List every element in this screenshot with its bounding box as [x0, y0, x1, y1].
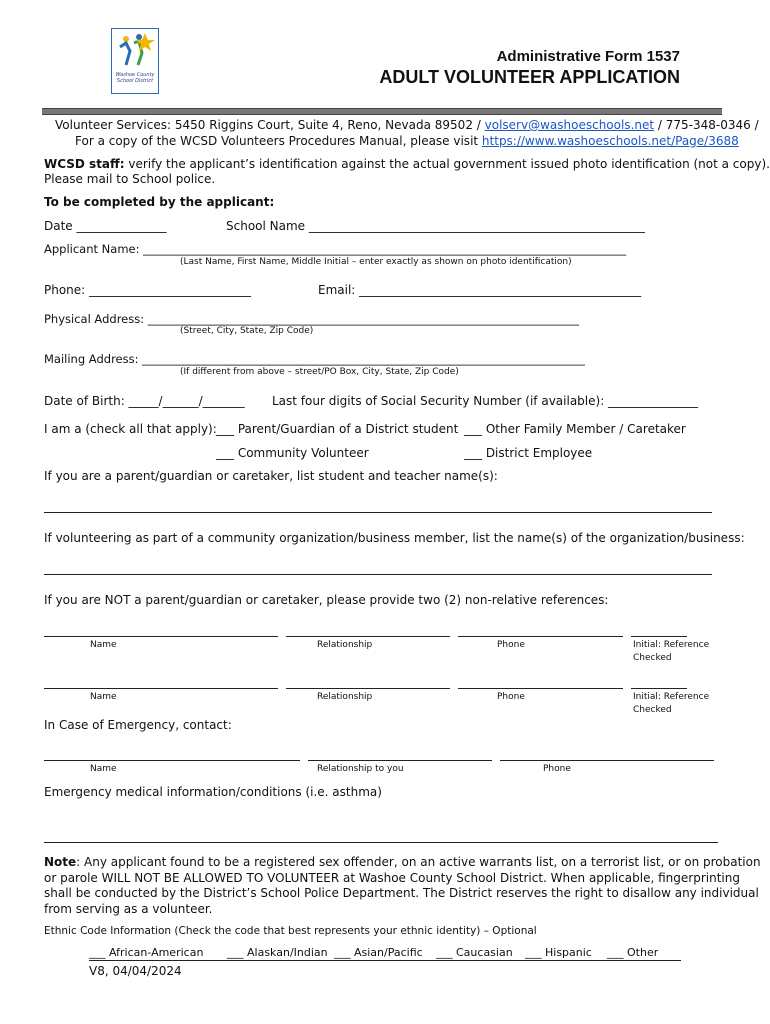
ethnic-alaskan-indian[interactable]: ___ Alaskan/Indian [227, 946, 328, 959]
logo-text: Washoe County School District [115, 72, 155, 84]
logo-figures-icon [112, 29, 158, 73]
medical-answer-line[interactable] [44, 842, 718, 843]
ref1-checked-label: Checked [633, 653, 672, 663]
staff-text: verify the applicant’s identification against the actual government issued photo identification (not a copy). [124, 157, 770, 171]
ethnic-underline [89, 960, 681, 961]
role-label: I am a (check all that apply): [44, 422, 217, 436]
org-answer-line[interactable] [44, 574, 712, 575]
applicant-name-hint: (Last Name, First Name, Middle Initial – enter exactly as shown on photo identification) [180, 257, 572, 267]
section-heading: To be completed by the applicant: [44, 195, 275, 209]
ref2-relationship-label: Relationship [317, 692, 373, 702]
org-question: If volunteering as part of a community organization/business member, list the name(s) of the organization/business: [44, 531, 745, 545]
ref2-checked-label: Checked [633, 705, 672, 715]
ref2-name-line[interactable] [44, 688, 278, 689]
ref1-name-label: Name [90, 640, 117, 650]
form-title: ADULT VOLUNTEER APPLICATION [379, 67, 680, 87]
note-line-2: or parole WILL NOT BE ALLOWED TO VOLUNTEER at Washoe County School District. When applicable, fingerprinting [44, 871, 740, 885]
ref1-initial-label: Initial: Reference [633, 640, 710, 650]
ethnic-african-american[interactable]: ___ African-American [89, 946, 204, 959]
staff-note [44, 157, 770, 171]
ssn-field[interactable]: Last four digits of Social Security Number (if available): _______________ [272, 394, 699, 408]
version-label: V8, 04/04/2024 [89, 964, 182, 978]
district-logo [111, 28, 159, 94]
note-line-4: from serving as a volunteer. [44, 902, 213, 916]
applicant-name-field[interactable]: Applicant Name: ____________________________________________________________________________________ [44, 242, 627, 256]
ref2-initial-label: Initial: Reference [633, 692, 710, 702]
emergency-name-label: Name [90, 764, 117, 774]
ref2-phone-label: Phone [497, 692, 525, 702]
emergency-relationship-label: Relationship to you [317, 764, 404, 774]
ref2-name-label: Name [90, 692, 117, 702]
ref1-relationship-label: Relationship [317, 640, 373, 650]
ethnic-hispanic[interactable]: ___ Hispanic [525, 946, 592, 959]
medical-question: Emergency medical information/conditions (i.e. asthma) [44, 785, 382, 799]
contact-line [55, 118, 759, 132]
note-text-1: : Any applicant found to be a registered sex offender, on an active warrants list, on a terrorist list, or on probation [76, 855, 761, 869]
ref2-initial-line[interactable] [631, 688, 687, 689]
emergency-relationship-line[interactable] [308, 760, 492, 761]
ethnic-asian-pacific[interactable]: ___ Asian/Pacific [334, 946, 423, 959]
role-option-employee[interactable]: ___ District Employee [464, 446, 593, 460]
manual-line [75, 134, 739, 148]
references-question: If you are NOT a parent/guardian or caretaker, please provide two (2) non-relative references: [44, 593, 609, 607]
ref1-phone-line[interactable] [458, 636, 623, 637]
parent-answer-line[interactable] [44, 512, 712, 513]
staff-label: WCSD staff: [44, 157, 125, 171]
physical-address-field[interactable]: Physical Address: ___________________________________________________________________________ [44, 312, 580, 326]
email-field[interactable]: Email: _______________________________________________ [318, 283, 642, 297]
physical-address-hint: (Street, City, State, Zip Code) [180, 326, 314, 336]
date-field[interactable]: Date _______________ [44, 219, 167, 233]
note-line-1 [44, 855, 761, 869]
note-line-3: shall be conducted by the District’s School Police Department. The District reserves the right to disallow any individual [44, 886, 759, 900]
emergency-name-line[interactable] [44, 760, 300, 761]
staff-note-line2: Please mail to School police. [44, 172, 216, 186]
school-name-field[interactable]: School Name ________________________________________________________ [226, 219, 645, 233]
note-label: Note [44, 855, 77, 869]
ethnic-other[interactable]: ___ Other [607, 946, 659, 959]
emergency-phone-label: Phone [543, 764, 571, 774]
header-divider [42, 108, 722, 115]
contact-phone: / 775-348-0346 / [654, 118, 759, 132]
role-option-family[interactable]: ___ Other Family Member / Caretaker [464, 422, 686, 436]
date-of-birth-field[interactable]: Date of Birth: _____/______/_______ [44, 394, 245, 408]
ref1-phone-label: Phone [497, 640, 525, 650]
volunteer-email-link[interactable]: volserv@washoeschools.net [484, 118, 655, 132]
role-option-parent[interactable]: ___ Parent/Guardian of a District student [216, 422, 459, 436]
mailing-address-field[interactable]: Mailing Address: _____________________________________________________________________________ [44, 352, 585, 366]
manual-text: For a copy of the WCSD Volunteers Procedures Manual, please visit [75, 134, 482, 148]
parent-question: If you are a parent/guardian or caretaker, list student and teacher name(s): [44, 469, 498, 483]
manual-link[interactable]: https://www.washoeschools.net/Page/3688 [481, 134, 739, 148]
ref1-relationship-line[interactable] [286, 636, 450, 637]
ref1-initial-line[interactable] [631, 636, 687, 637]
ref2-relationship-line[interactable] [286, 688, 450, 689]
role-option-community[interactable]: ___ Community Volunteer [216, 446, 369, 460]
ethnic-caucasian[interactable]: ___ Caucasian [436, 946, 513, 959]
form-number: Administrative Form 1537 [496, 48, 680, 65]
phone-field[interactable]: Phone: ___________________________ [44, 283, 252, 297]
ref2-phone-line[interactable] [458, 688, 623, 689]
ethnic-heading: Ethnic Code Information (Check the code that best represents your ethnic identity) – Optional [44, 925, 537, 937]
emergency-heading: In Case of Emergency, contact: [44, 718, 232, 732]
contact-address: Volunteer Services: 5450 Riggins Court, Suite 4, Reno, Nevada 89502 / [55, 118, 485, 132]
ref1-name-line[interactable] [44, 636, 278, 637]
mailing-address-hint: (If different from above – street/PO Box, City, State, Zip Code) [180, 367, 459, 377]
emergency-phone-line[interactable] [500, 760, 714, 761]
